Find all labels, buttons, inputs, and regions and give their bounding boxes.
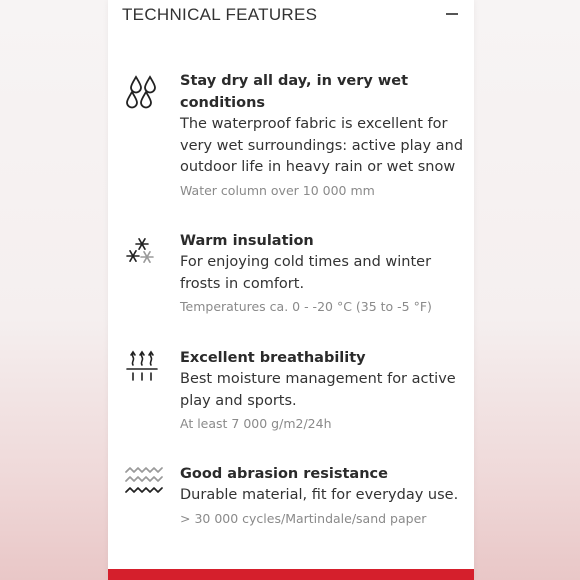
accent-bar [108, 569, 474, 580]
feature-description: Best moisture management for active play and sports. [180, 371, 456, 409]
feature-description: Durable material, fit for everyday use. [180, 487, 459, 503]
section-title: TECHNICAL FEATURES [122, 5, 318, 24]
accordion-header[interactable] [122, 5, 460, 25]
feature-spec: > 30 000 cycles/Martindale/sand paper [180, 510, 427, 526]
feature-spec: Water column over 10 000 mm [180, 182, 375, 198]
minus-icon[interactable] [446, 13, 458, 15]
abrasion-icon [124, 466, 162, 502]
feature-title: Good abrasion resistance [180, 466, 388, 482]
technical-features-panel [108, 0, 474, 580]
raindrops-icon [124, 75, 162, 111]
feature-spec: Temperatures ca. 0 - -20 °C (35 to -5 °F) [180, 299, 432, 314]
feature-title: Excellent breathability [180, 350, 366, 366]
feature-title: Stay dry all day, in very wet conditions [180, 73, 409, 111]
breathability-icon [124, 350, 162, 386]
feature-description: The waterproof fabric is excellent for very wet surroundings: active play and outdoor life in heavy rain or wet snow [180, 116, 464, 175]
feature-spec: At least 7 000 g/m2/24h [180, 416, 332, 431]
feature-title: Warm insulation [180, 233, 314, 249]
feature-description: For enjoying cold times and winter frosts in comfort. [180, 254, 432, 292]
snowflakes-icon [124, 235, 162, 271]
